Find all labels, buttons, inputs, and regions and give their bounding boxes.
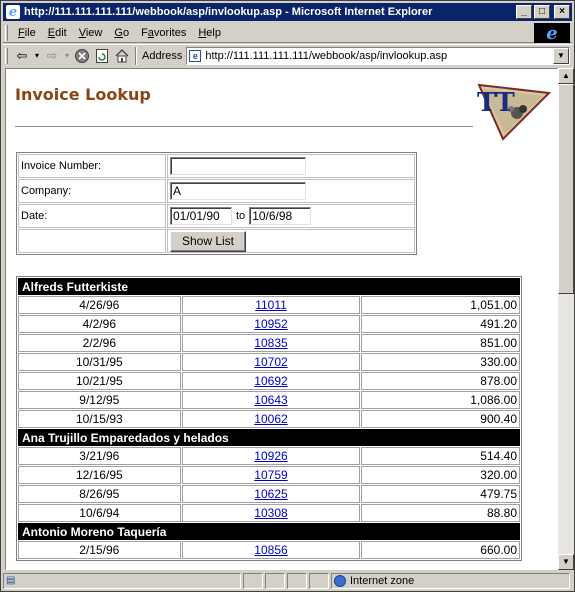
date-from-input[interactable]: 01/01/90 (170, 207, 232, 225)
address-dropdown-icon[interactable]: ▼ (553, 48, 569, 64)
address-bar[interactable] (186, 47, 570, 65)
back-icon[interactable]: ⇦ (16, 47, 28, 63)
menu-go[interactable]: Go (114, 26, 130, 39)
menu-grip[interactable] (5, 25, 8, 41)
company-group-header: Antonio Moreno Taquería (18, 523, 520, 540)
invoice-amount: 900.40 (361, 410, 520, 428)
table-row (18, 485, 520, 503)
page-icon: e (189, 50, 201, 62)
stop-glyph (74, 48, 90, 64)
invoice-date: 4/26/96 (18, 296, 181, 314)
invoice-number-cell (182, 296, 361, 314)
table-row (18, 466, 520, 484)
invoice-number-input[interactable] (170, 157, 306, 175)
invoice-date: 10/6/94 (18, 504, 181, 522)
invoice-link[interactable]: 10926 (254, 449, 288, 463)
ie-throbber-icon: e (534, 23, 570, 43)
refresh-glyph (95, 48, 109, 64)
dropdown-arrow-icon[interactable]: ▾ (64, 51, 69, 60)
menu-favorites[interactable]: Favorites (141, 26, 187, 39)
invoice-date: 12/16/95 (18, 466, 181, 484)
address-label: Address (142, 49, 183, 62)
invoice-date: 4/2/96 (18, 315, 181, 333)
invoice-amount: 1,051.00 (361, 296, 520, 314)
invoice-number-cell (182, 504, 361, 522)
invoice-amount: 660.00 (361, 541, 520, 559)
table-row (18, 541, 520, 559)
invoice-date: 3/21/96 (18, 447, 181, 465)
status-panel (287, 573, 307, 589)
company-label: Company: (18, 179, 166, 203)
page-content (5, 68, 558, 570)
forward-icon[interactable]: ⇨ (46, 47, 58, 63)
ie-icon: e (6, 5, 20, 19)
invoice-link[interactable]: 10835 (254, 336, 288, 350)
table-row (18, 315, 520, 333)
stop-icon[interactable] (72, 47, 92, 65)
table-row (18, 447, 520, 465)
invoice-number-label: Invoice Number: (18, 154, 166, 178)
status-panel (243, 573, 263, 589)
invoice-date: 2/2/96 (18, 334, 181, 352)
invoice-link[interactable]: 11011 (255, 298, 287, 312)
invoice-number-cell (182, 334, 361, 352)
invoice-amount: 851.00 (361, 334, 520, 352)
window-title: http://111.111.111.111/webbook/asp/invlookup.asp - Microsoft Internet Explorer (24, 6, 433, 18)
lookup-form (16, 152, 417, 255)
table-row (18, 391, 520, 409)
invoice-table (16, 276, 522, 561)
invoice-link[interactable]: 10692 (254, 374, 288, 388)
menu-bar (3, 23, 572, 43)
invoice-link[interactable]: 10952 (254, 317, 288, 331)
invoice-date: 9/12/95 (18, 391, 181, 409)
invoice-number-cell (182, 315, 361, 333)
scroll-thumb[interactable] (558, 84, 574, 294)
company-group-header: Ana Trujillo Emparedados y helados (18, 429, 520, 446)
invoice-date: 8/26/95 (18, 485, 181, 503)
date-to-label: to (236, 209, 246, 222)
invoice-number-cell (182, 391, 361, 409)
scroll-down-icon[interactable]: ▼ (558, 554, 574, 570)
table-row (18, 353, 520, 371)
invoice-link[interactable]: 10702 (254, 355, 288, 369)
company-logo (473, 79, 553, 143)
status-panel (265, 573, 285, 589)
table-row (18, 504, 520, 522)
invoice-link[interactable]: 10625 (254, 487, 288, 501)
toolbar-separator (135, 47, 137, 65)
zone-panel (331, 573, 570, 589)
company-input[interactable]: A (170, 182, 306, 200)
invoice-date: 2/15/96 (18, 541, 181, 559)
minimize-button[interactable]: _ (516, 5, 532, 19)
invoice-number-cell (182, 353, 361, 371)
date-label: Date: (18, 204, 166, 228)
date-to-input[interactable]: 10/6/98 (249, 207, 311, 225)
invoice-amount: 330.00 (361, 353, 520, 371)
toolbar-grip[interactable] (5, 48, 8, 64)
table-row (18, 372, 520, 390)
invoice-date: 10/15/93 (18, 410, 181, 428)
invoice-amount: 320.00 (361, 466, 520, 484)
invoice-amount: 479.75 (361, 485, 520, 503)
logo-lettering: TT (477, 88, 515, 118)
page-title: Invoice Lookup (15, 85, 151, 104)
menu-help[interactable]: Help (198, 26, 221, 39)
invoice-number-cell (182, 447, 361, 465)
invoice-link[interactable]: 10062 (254, 412, 288, 426)
zone-text: Internet zone (350, 575, 415, 587)
invoice-amount: 88.80 (361, 504, 520, 522)
scroll-up-icon[interactable]: ▲ (558, 68, 574, 84)
invoice-number-cell (182, 372, 361, 390)
dropdown-arrow-icon[interactable]: ▾ (34, 51, 39, 60)
home-glyph (114, 48, 130, 64)
invoice-amount: 1,086.00 (361, 391, 520, 409)
address-url[interactable]: http://111.111.111.111/webbook/asp/invlookup.asp (205, 49, 448, 62)
empty-cell (18, 229, 166, 253)
address-toolbar (3, 44, 572, 66)
invoice-amount: 491.20 (361, 315, 520, 333)
invoice-amount: 514.40 (361, 447, 520, 465)
show-list-button[interactable]: Show List (170, 231, 246, 252)
table-row (18, 334, 520, 352)
refresh-icon[interactable] (92, 47, 112, 65)
invoice-amount: 878.00 (361, 372, 520, 390)
title-bar[interactable] (3, 3, 572, 21)
status-bar (3, 572, 572, 590)
document-icon: ▤ (6, 575, 16, 586)
menu-edit[interactable]: Edit (47, 26, 67, 39)
title-divider (15, 126, 473, 128)
invoice-number-cell (182, 485, 361, 503)
invoice-number-cell (182, 466, 361, 484)
home-icon[interactable] (112, 47, 132, 65)
status-panel (309, 573, 329, 589)
invoice-link[interactable]: 10643 (254, 393, 288, 407)
menu-view[interactable]: View (78, 26, 103, 39)
invoice-date: 10/31/95 (18, 353, 181, 371)
vertical-scrollbar[interactable] (558, 68, 574, 570)
globe-icon (334, 575, 346, 587)
table-row (18, 296, 520, 314)
invoice-link[interactable]: 10759 (254, 468, 288, 482)
invoice-number-cell (182, 410, 361, 428)
table-row (18, 410, 520, 428)
close-button[interactable]: × (554, 5, 570, 19)
invoice-date: 10/21/95 (18, 372, 181, 390)
menu-file[interactable]: File (18, 26, 36, 39)
status-text-panel (3, 573, 241, 589)
company-group-header: Alfreds Futterkiste (18, 278, 520, 295)
invoice-link[interactable]: 10856 (254, 543, 288, 557)
invoice-link[interactable]: 10308 (254, 506, 288, 520)
invoice-number-cell (182, 541, 361, 559)
maximize-button[interactable]: □ (534, 5, 550, 19)
